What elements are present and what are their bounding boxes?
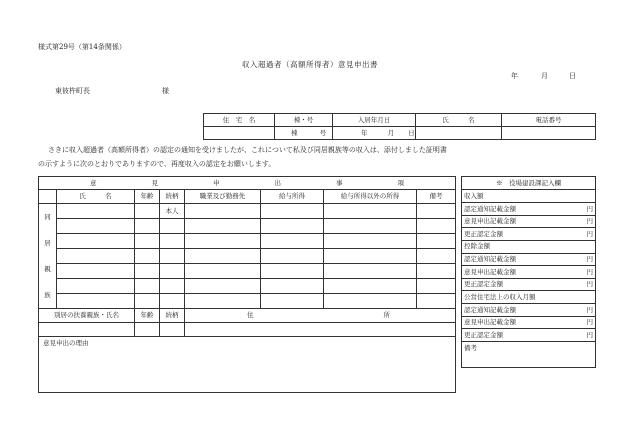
deduction-notified-amount[interactable]	[462, 253, 596, 266]
office-use-header: ※ 役場建設課記入欄	[462, 177, 596, 190]
deduction-section-title: 控除金額	[462, 240, 596, 253]
other-income-cell[interactable]	[324, 264, 417, 279]
relation-cell[interactable]	[160, 249, 185, 264]
number-unit-label: 号	[319, 128, 327, 137]
salary-cell[interactable]	[261, 279, 324, 294]
declaration-section-header	[39, 177, 456, 190]
table-row	[39, 264, 456, 279]
age-cell[interactable]	[135, 219, 160, 234]
dependent-header-row	[39, 309, 456, 323]
income-notified-amount[interactable]	[462, 203, 596, 216]
addressee-honorific: 様	[162, 87, 169, 95]
income-declared-amount[interactable]	[462, 215, 596, 228]
dependent-relation-cell[interactable]	[160, 323, 185, 337]
other-income-column-header: 給与所得以外の所得	[324, 190, 417, 204]
yen-unit: 円	[586, 267, 593, 276]
age-cell[interactable]	[135, 204, 160, 219]
yen-unit: 円	[586, 229, 593, 238]
remarks-cell[interactable]	[417, 219, 456, 234]
salary-cell[interactable]	[261, 204, 324, 219]
name-cell[interactable]	[57, 234, 135, 249]
amount-label: 更正認定金額	[464, 280, 503, 288]
applicant-name-field[interactable]	[416, 127, 502, 140]
applicant-table	[203, 113, 596, 140]
age-cell[interactable]	[135, 264, 160, 279]
applicant-name-header: 氏 名	[416, 114, 502, 127]
occupation-cell[interactable]	[185, 234, 261, 249]
dependent-name-cell[interactable]	[39, 323, 135, 337]
intro-line-1: さきに収入超過者（高額所得者）の認定の通知を受けましたが、これについて私及び同居親族等の収入は、添付しました証明書	[48, 146, 447, 154]
housing-name-header: 住 宅 名	[204, 114, 275, 127]
occupation-cell[interactable]	[185, 279, 261, 294]
section-char-4: 出	[274, 178, 281, 187]
intro-line-2: の示すように次のとおりでありますので、再度収入の認定をお願いします。	[38, 160, 276, 168]
relation-cell[interactable]	[160, 219, 185, 234]
reason-label: 意見申出の理由	[43, 339, 89, 347]
remarks-cell[interactable]	[417, 279, 456, 294]
age-column-header: 年齢	[135, 190, 160, 204]
dependent-age-cell[interactable]	[135, 323, 160, 337]
name-cell[interactable]	[57, 264, 135, 279]
section-char-5: 事	[336, 178, 343, 187]
salary-cell[interactable]	[261, 294, 324, 309]
declaration-table	[38, 176, 456, 393]
yen-unit: 円	[586, 280, 593, 288]
office-use-table	[461, 176, 596, 368]
other-income-cell[interactable]	[324, 279, 417, 294]
salary-cell[interactable]	[261, 264, 324, 279]
yen-unit: 円	[586, 305, 593, 314]
remarks-cell[interactable]	[417, 234, 456, 249]
dependent-name-header: 別居の扶養親族・氏名	[39, 309, 135, 323]
remarks-cell[interactable]	[417, 249, 456, 264]
deduction-declared-amount[interactable]	[462, 266, 596, 279]
name-cell[interactable]	[57, 294, 135, 309]
self-relation-cell: 本人	[160, 204, 185, 219]
dependent-relation-header: 続柄	[160, 309, 185, 323]
table-row	[39, 249, 456, 264]
monthly-income-section-title: 公営住宅法上の収入月額	[462, 291, 596, 304]
date-year-label: 年	[511, 72, 518, 80]
yen-unit: 円	[586, 204, 593, 213]
occupation-cell[interactable]	[185, 294, 261, 309]
family-char-2: 居	[44, 239, 51, 247]
date-month-label: 月	[541, 72, 548, 80]
phone-number-header: 電話番号	[502, 114, 596, 127]
dependent-address-cell[interactable]	[185, 323, 456, 337]
family-char-4: 族	[44, 291, 51, 299]
relation-cell[interactable]	[160, 279, 185, 294]
cohabiting-family-label	[39, 204, 57, 309]
amount-label: 意見申出記載金額	[464, 217, 516, 225]
other-income-cell[interactable]	[324, 219, 417, 234]
amount-label: 認定通知記載金額	[464, 305, 516, 314]
remarks-cell[interactable]	[417, 264, 456, 279]
office-remarks-field[interactable]	[462, 341, 596, 367]
section-char-6: 項	[397, 178, 404, 187]
name-column-header: 氏 名	[57, 190, 135, 204]
other-income-cell[interactable]	[324, 249, 417, 264]
reason-field[interactable]	[39, 337, 456, 393]
relation-cell[interactable]	[160, 264, 185, 279]
building-unit-label: 棟	[291, 128, 298, 137]
yen-unit: 円	[586, 217, 593, 225]
table-row	[39, 204, 456, 219]
other-income-cell[interactable]	[324, 234, 417, 249]
deduction-corrected-amount[interactable]	[462, 278, 596, 291]
building-number-header: 棟・号	[275, 114, 333, 127]
year-unit-label: 年	[361, 128, 368, 137]
relation-cell[interactable]	[160, 294, 185, 309]
occupation-cell[interactable]	[185, 219, 261, 234]
form-title: 収入超過者（高額所得者）意見申出書	[242, 60, 378, 69]
table-row	[39, 234, 456, 249]
other-income-cell[interactable]	[324, 294, 417, 309]
office-remarks-label: 備考	[464, 343, 477, 352]
amount-label: 意見申出記載金額	[464, 267, 516, 276]
name-cell[interactable]	[57, 249, 135, 264]
yen-unit: 円	[586, 318, 593, 326]
income-corrected-amount[interactable]	[462, 228, 596, 241]
amount-label: 更正認定金額	[464, 229, 503, 238]
yen-unit: 円	[586, 255, 593, 263]
table-row	[39, 294, 456, 309]
monthly-corrected-amount[interactable]	[462, 329, 596, 342]
form-number: 様式第29号（第14条関係）	[38, 43, 126, 51]
month-unit-label: 月	[387, 128, 395, 137]
name-cell[interactable]	[57, 219, 135, 234]
name-cell[interactable]	[57, 204, 135, 219]
salary-cell[interactable]	[261, 219, 324, 234]
yen-unit: 円	[586, 330, 593, 339]
table-row	[39, 279, 456, 294]
amount-label: 認定通知記載金額	[464, 255, 516, 263]
age-cell[interactable]	[135, 249, 160, 264]
salary-income-column-header: 給与所得	[261, 190, 324, 204]
date-day-label: 日	[569, 72, 576, 80]
address-char-1: 住	[247, 311, 254, 320]
dependent-address-header	[185, 309, 456, 323]
name-cell[interactable]	[57, 279, 135, 294]
amount-label: 認定通知記載金額	[464, 204, 516, 213]
address-char-2: 所	[383, 311, 390, 320]
phone-number-field[interactable]	[502, 127, 596, 140]
age-cell[interactable]	[135, 234, 160, 249]
salary-cell[interactable]	[261, 249, 324, 264]
section-char-2: 見	[151, 178, 158, 187]
relation-cell[interactable]	[160, 234, 185, 249]
family-char-1: 同	[44, 213, 51, 221]
table-row	[39, 323, 456, 337]
housing-name-field[interactable]	[204, 127, 275, 140]
occupation-cell[interactable]	[185, 204, 261, 219]
building-number-field[interactable]	[275, 127, 333, 140]
occupation-column-header: 職業及び勤務先	[185, 190, 261, 204]
dependent-age-header: 年齢	[135, 309, 160, 323]
section-char-1: 意	[90, 178, 97, 187]
occupation-cell[interactable]	[185, 249, 261, 264]
table-row	[39, 219, 456, 234]
relation-column-header: 続柄	[160, 190, 185, 204]
age-cell[interactable]	[135, 294, 160, 309]
salary-cell[interactable]	[261, 234, 324, 249]
family-char-3: 親	[44, 265, 51, 273]
income-section-title: 収入額	[462, 190, 596, 203]
family-header-blank	[39, 190, 57, 204]
move-in-date-field[interactable]	[333, 127, 416, 140]
addressee: 東彼杵町長	[55, 87, 90, 95]
remarks-cell[interactable]	[417, 204, 456, 219]
monthly-notified-amount[interactable]	[462, 304, 596, 317]
other-income-cell[interactable]	[324, 204, 417, 219]
remarks-cell[interactable]	[417, 294, 456, 309]
age-cell[interactable]	[135, 279, 160, 294]
monthly-declared-amount[interactable]	[462, 316, 596, 329]
remarks-column-header: 備考	[417, 190, 456, 204]
move-in-date-header: 入居年月日	[333, 114, 416, 127]
amount-label: 更正認定金額	[464, 330, 503, 339]
section-char-3: 申	[213, 178, 220, 187]
amount-label: 意見申出記載金額	[464, 318, 516, 326]
occupation-cell[interactable]	[185, 264, 261, 279]
day-unit-label: 日	[408, 128, 415, 137]
